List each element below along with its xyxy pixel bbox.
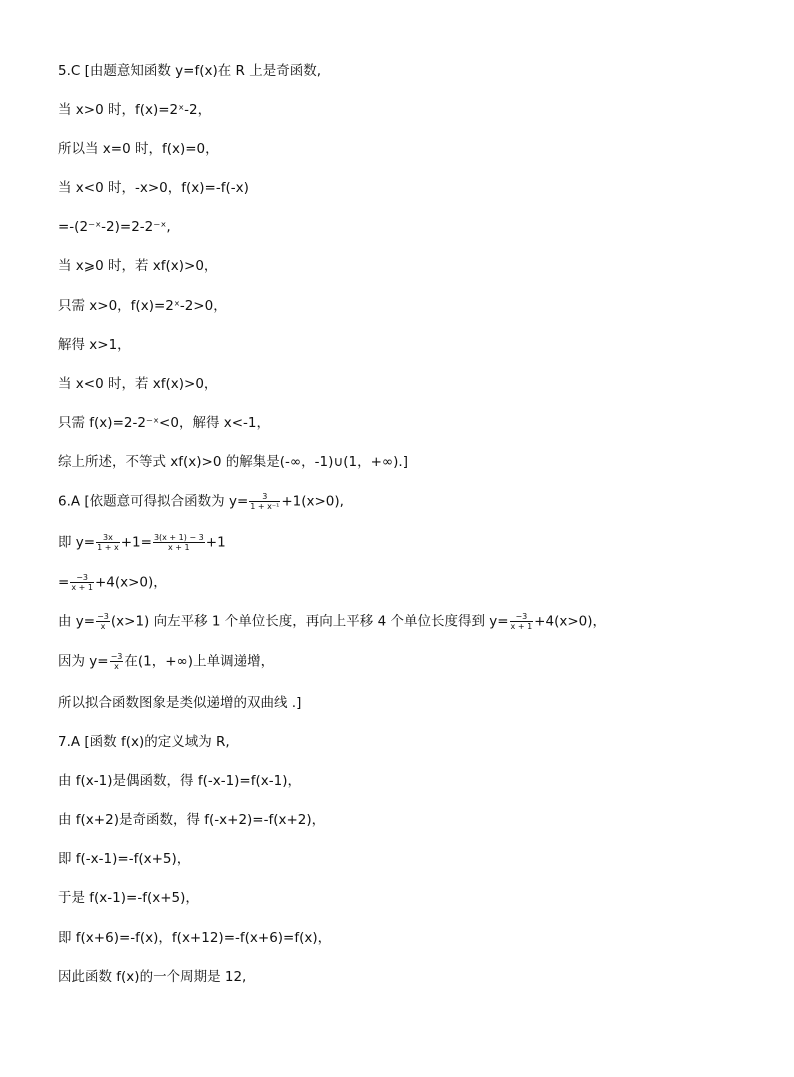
text-line <box>58 573 167 592</box>
text-line: 5.C [由题意知函数 y=f(x)在 R 上是奇函数, <box>58 63 321 79</box>
text-line: 于是 f(x-1)=-f(x+5)， <box>58 890 199 906</box>
text-line: 解得 x>1， <box>58 337 131 353</box>
fraction-numerator: −3 <box>76 573 89 582</box>
fraction-denominator: x + 1 <box>510 622 533 631</box>
text-line: 由 f(x+2)是奇函数，得 f(-x+2)=-f(x+2)， <box>58 812 326 828</box>
text-line: 即 f(-x-1)=-f(x+5)， <box>58 851 191 867</box>
fraction-numerator: −3 <box>97 612 109 621</box>
text-line: 当 x<0 时，若 xf(x)>0， <box>58 376 218 392</box>
fraction <box>510 612 534 631</box>
text-span: 6.A [依题意可得拟合函数为 y= <box>58 493 249 510</box>
text-line: 由 f(x-1)是偶函数，得 f(-x-1)=f(x-1)， <box>58 773 301 789</box>
fraction <box>249 492 280 511</box>
text-line: 所以拟合函数图象是类似递增的双曲线 .] <box>58 695 302 711</box>
text-line <box>58 612 606 631</box>
text-line: 即 f(x+6)=-f(x)，f(x+12)=-f(x+6)=f(x)， <box>58 930 332 946</box>
text-line: 只需 f(x)=2-2⁻ˣ<0，解得 x<-1， <box>58 415 270 431</box>
text-span: +1(x>0), <box>281 493 344 510</box>
fraction-denominator: 1 + x <box>97 543 119 552</box>
fraction <box>70 573 94 592</box>
text-line: 因此函数 f(x)的一个周期是 12, <box>58 969 247 985</box>
text-span: +1= <box>120 534 152 551</box>
fraction-denominator: x + 1 <box>153 542 205 552</box>
text-line: 只需 x>0，f(x)=2ˣ-2>0， <box>58 298 227 314</box>
text-line: 所以当 x=0 时，f(x)=0， <box>58 141 219 157</box>
fraction-numerator: 3x <box>102 533 113 542</box>
text-line: 7.A [函数 f(x)的定义域为 R, <box>58 734 230 750</box>
text-line <box>58 533 226 552</box>
text-line: 综上所述，不等式 xf(x)>0 的解集是(-∞，-1)∪(1，+∞).] <box>58 454 408 470</box>
fraction-denominator: x + 1 <box>71 583 93 592</box>
text-span: +1 <box>205 534 226 551</box>
fraction-numerator: −3 <box>515 612 528 621</box>
text-line <box>58 652 274 671</box>
text-span: +4(x>0)， <box>94 574 167 591</box>
text-line: 当 x⩾0 时，若 xf(x)>0， <box>58 258 218 274</box>
text-span: 在(1，+∞)上单调递增， <box>124 653 275 670</box>
text-span: (x>1) 向左平移 1 个单位长度，再向上平移 4 个单位长度得到 y= <box>110 613 509 630</box>
text-span: 由 y= <box>58 613 96 630</box>
text-span: 因为 y= <box>58 653 109 670</box>
fraction-denominator: x <box>96 621 110 631</box>
fraction-denominator: 1 + x⁻¹ <box>250 502 280 511</box>
text-line: 当 x>0 时，f(x)=2ˣ-2， <box>58 102 212 118</box>
fraction-numerator: 3(x + 1) − 3 <box>153 533 204 542</box>
text-span: 即 y= <box>58 534 96 551</box>
text-line: =-(2⁻ˣ-2)=2-2⁻ˣ, <box>58 219 171 235</box>
fraction <box>110 652 124 671</box>
text-span: +4(x>0)， <box>534 613 606 630</box>
text-span: = <box>58 574 70 591</box>
fraction-numerator: −3 <box>110 652 123 661</box>
fraction <box>153 533 205 552</box>
fraction-numerator: 3 <box>262 492 268 501</box>
fraction-denominator: x <box>110 661 124 671</box>
text-line <box>58 492 344 511</box>
fraction <box>96 533 120 552</box>
fraction <box>96 612 110 631</box>
text-line: 当 x<0 时，-x>0，f(x)=-f(-x) <box>58 180 249 196</box>
